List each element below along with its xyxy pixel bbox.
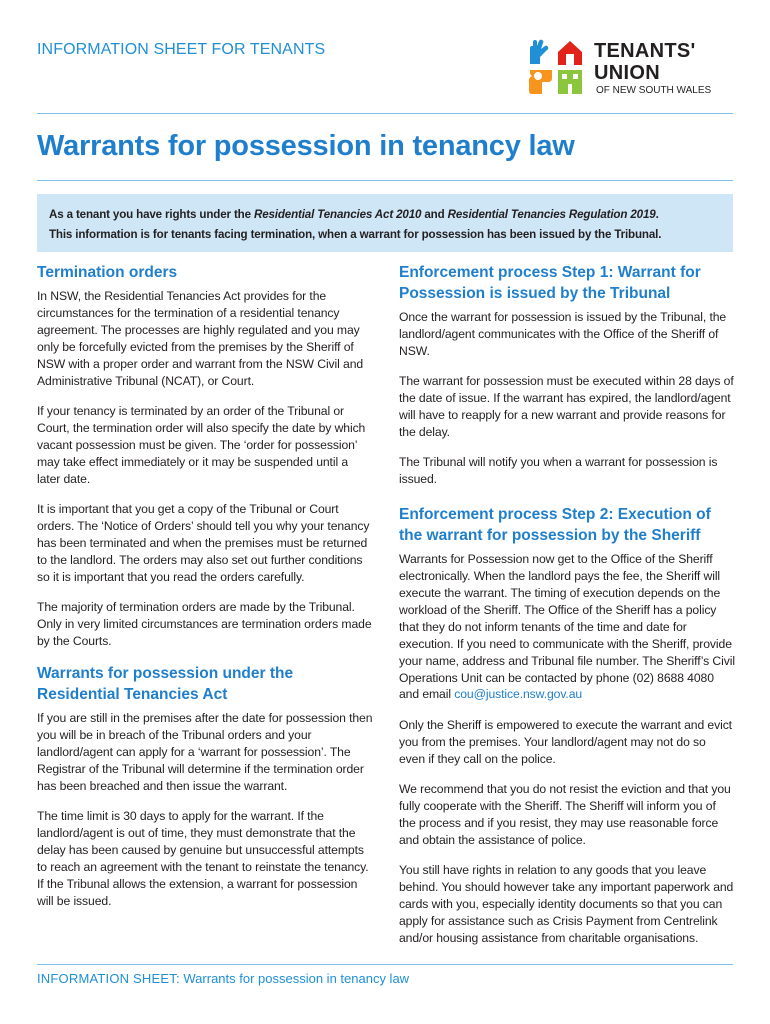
paragraph: Once the warrant for possession is issued by the Tribunal, the landlord/agent communicates with the Office of the Sheriff of NSW. (399, 310, 727, 358)
heading-termination-orders: Termination orders (37, 264, 178, 281)
paragraph: The warrant for possession must be executed within 28 days of the date of issue. If the warrant has expired, the landlord/agent will have to reapply for a new warrant and provide reasons for the delay. (399, 374, 734, 439)
title-divider (37, 180, 733, 181)
logo-line3: OF NEW SOUTH WALES (596, 85, 712, 96)
paragraph: It is important that you get a copy of the Tribunal or Court orders. The ‘Notice of Orders’ should tell you why your tenancy has been terminated and when the premises must be returned to the landlord. The orders may also set out further conditions so it is important that you read the orders carefully. (37, 501, 370, 584)
paragraph: In NSW, the Residential Tenancies Act provides for the circumstances for the termination of a residential tenancy agreement. The processes are highly regulated and you may only be forcefully evicted from the premises by the Sheriff of NSW with a proper order and warrant from the NSW Civil and Administrative Tribunal (NCAT), or Court. (37, 289, 364, 388)
regulation-name: Residential Tenancies Regulation 2019 (447, 208, 656, 221)
intro-box (37, 194, 733, 252)
sheriff-email-link[interactable]: cou@justice.nsw.gov.au (454, 687, 583, 702)
logo-line2: UNION (594, 62, 660, 84)
page-footer (37, 971, 409, 986)
act-name: Residential Tenancies Act 2010 (253, 208, 422, 221)
heading-warrants-rta: Warrants for possession under the Residential Tenancies Act (37, 665, 294, 704)
right-column (399, 262, 735, 960)
footer-title: Warrants for possession in tenancy law (183, 971, 410, 986)
paragraph: If you are still in the premises after the date for possession then you will be in breach of the Tribunal orders and your landlord/agent can apply for a ‘warrant for possession’. The Registrar of the Tribunal will determine if the termination order has been breached and then issue the warrant. (37, 711, 373, 793)
paragraph: We recommend that you do not resist the eviction and that you fully cooperate with the Sheriff. The Sheriff will inform you of the process and if you resist, they may use reasonable force and obtain the assistance of police. (399, 782, 731, 847)
intro-line-2: This information is for tenants facing termination, when a warrant for possession has been issued by the Tribunal. (49, 228, 662, 241)
sheet-label: INFORMATION SHEET FOR TENANTS (37, 41, 326, 58)
logo-line1: TENANTS' (594, 40, 696, 62)
paragraph: The majority of termination orders are made by the Tribunal. Only in very limited circumstances are termination orders made by the Courts. (37, 600, 372, 648)
paragraph: Only the Sheriff is empowered to execute the warrant and evict you from the premises. Your landlord/agent may not do so even if they call on the police. (399, 717, 732, 766)
heading-step-2: Enforcement process Step 2: Execution of the warrant for possession by the Sheriff (399, 506, 711, 545)
tenants-union-logo (526, 38, 726, 100)
house-hands-logo-icon (526, 38, 584, 96)
paragraph: If your tenancy is terminated by an order of the Tribunal or Court, the termination order will also specify the date by which vacant possession must be given. The ‘order for possession’ may take effect immediately or it may be suspended until a later date. (37, 403, 366, 486)
header-divider (37, 113, 733, 114)
paragraph: You still have rights in relation to any goods that you leave behind. You should however take any important paperwork and cards with you, especially identity documents so that you can apply for assistance such as Crisis Payment from Centrelink and/or housing assistance from charitable organisations. (399, 863, 734, 945)
left-column (37, 262, 373, 923)
page-title: Warrants for possession in tenancy law (37, 130, 575, 162)
intro-line-1: As a tenant you have rights under the Residential Tenancies Act 2010 and Residential Tenancies Regulation 2019. (49, 208, 659, 221)
paragraph: The Tribunal will notify you when a warrant for possession is issued. (399, 455, 718, 487)
heading-step-1: Enforcement process Step 1: Warrant for Possession is issued by the Tribunal (399, 264, 701, 302)
footer-divider (37, 964, 733, 965)
paragraph: The time limit is 30 days to apply for the warrant. If the landlord/agent is out of time, they must demonstrate that the delay has been caused by genuine but unsuccessful attempts to reach an agreement with the tenant to reinstate the tenancy. If the Tribunal allows the extension, a warrant for possession will be issued. (37, 809, 369, 908)
paragraph: Warrants for Possession now get to the Office of the Sheriff electronically. When the landlord pays the fee, the Sheriff will execute the warrant. The timing of execution depends on the workload of the Sheriff. The Office of the Sheriff has a policy that they do not inform tenants of the time and date for execution. If you need to communicate with the Sheriff, provide your name, address and Tribunal file number. The Sheriff’s Civil Operations Unit can be contacted by phone (02) 8688 4080 and email cou@justice.nsw.gov.au (399, 552, 735, 702)
footer-label: INFORMATION SHEET: (37, 971, 180, 986)
